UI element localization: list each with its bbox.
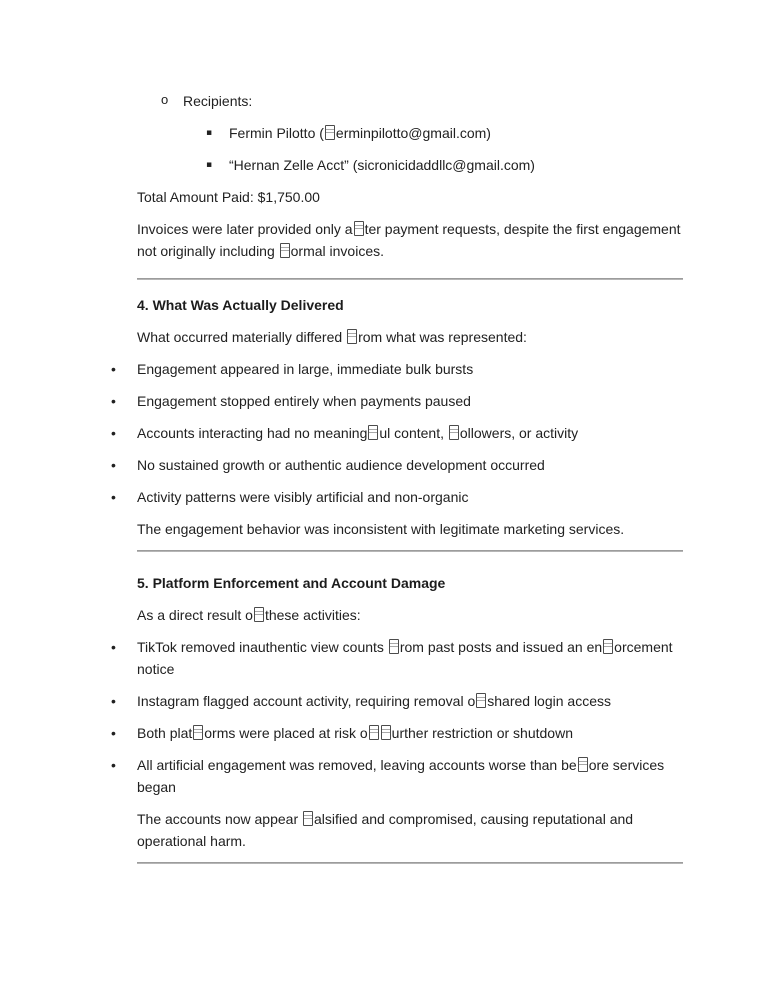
missing-glyph-box (347, 329, 357, 344)
bullet-list-item (111, 486, 683, 508)
dot-bullet-marker: • (111, 725, 116, 741)
bullet-list-item (111, 454, 683, 476)
section-4-heading: 4. What Was Actually Delivered (137, 297, 344, 313)
circle-bullet-marker: o (161, 92, 169, 107)
dot-bullet-marker: • (111, 757, 116, 773)
bullet-text: Both plat orms were placed at risk o urther restriction or shutdown (137, 725, 573, 741)
bullet-text: All artificial engagement was removed, leaving accounts worse than be ore services began (137, 757, 665, 795)
bullet-list-item (111, 754, 683, 798)
recipient-text: “Hernan Zelle Acct” (sicronicidaddllc@gmail.com) (229, 157, 535, 173)
dot-bullet-marker: • (111, 393, 116, 409)
section-4-intro-text: What occurred materially differed rom what was represented: (137, 329, 527, 345)
missing-glyph-box (381, 725, 391, 740)
document-body (111, 90, 683, 864)
missing-glyph-box (254, 607, 264, 622)
bullet-list-item (111, 636, 683, 680)
recipient-text: Fermin Pilotto ( erminpilotto@gmail.com) (229, 125, 491, 141)
section-4-conclusion-text: The engagement behavior was inconsistent with legitimate marketing services. (137, 521, 625, 537)
section-5-intro-text: As a direct result o these activities: (137, 607, 361, 623)
bullet-list-item (111, 390, 683, 412)
square-bullet-marker: ▪ (206, 160, 213, 170)
square-bullet-marker: ▪ (206, 128, 213, 138)
section-divider-rule (137, 862, 683, 864)
bullet-list-item (111, 722, 683, 744)
bullet-list-item (111, 422, 683, 444)
section-5-conclusion-text: The accounts now appear alsified and compromised, causing reputational and operational harm. (137, 811, 634, 849)
section-5-heading: 5. Platform Enforcement and Account Damage (137, 575, 446, 591)
dot-bullet-marker: • (111, 425, 116, 441)
missing-glyph-box (476, 693, 486, 708)
dot-bullet-marker: • (111, 693, 116, 709)
bullet-text: Accounts interacting had no meaning ul content, ollowers, or activity (137, 425, 579, 441)
total-amount-paid-text: Total Amount Paid: $1,750.00 (137, 189, 320, 205)
invoices-note-text: Invoices were later provided only a ter payment requests, despite the first engagement not originally including ormal invoices. (137, 221, 681, 259)
bullet-text: Engagement stopped entirely when payments paused (137, 393, 471, 409)
bullet-text: Activity patterns were visibly artificial and non-organic (137, 489, 469, 505)
missing-glyph-box (193, 725, 203, 740)
dot-bullet-marker: • (111, 361, 116, 377)
missing-glyph-box (449, 425, 459, 440)
bullet-list-item (111, 690, 683, 712)
missing-glyph-box (325, 125, 335, 140)
missing-glyph-box (280, 243, 290, 258)
missing-glyph-box (368, 425, 378, 440)
dot-bullet-marker: • (111, 639, 116, 655)
section-divider-rule (137, 550, 683, 552)
section-divider-rule (137, 278, 683, 280)
missing-glyph-box (369, 725, 379, 740)
bullet-text: No sustained growth or authentic audience development occurred (137, 457, 545, 473)
recipient-list-item (137, 154, 683, 176)
bullet-text: Engagement appeared in large, immediate bulk bursts (137, 361, 474, 377)
bullet-text: Instagram flagged account activity, requiring removal o shared login access (137, 693, 611, 709)
missing-glyph-box (354, 221, 364, 236)
missing-glyph-box (578, 757, 588, 772)
bullet-text: TikTok removed inauthentic view counts rom past posts and issued an en orcement notice (137, 639, 673, 677)
missing-glyph-box (303, 811, 313, 826)
recipients-list-item (137, 90, 683, 112)
missing-glyph-box (389, 639, 399, 654)
missing-glyph-box (603, 639, 613, 654)
recipients-label: Recipients: (183, 93, 253, 109)
recipient-list-item (137, 122, 683, 144)
bullet-list-item (111, 358, 683, 380)
dot-bullet-marker: • (111, 457, 116, 473)
dot-bullet-marker: • (111, 489, 116, 505)
